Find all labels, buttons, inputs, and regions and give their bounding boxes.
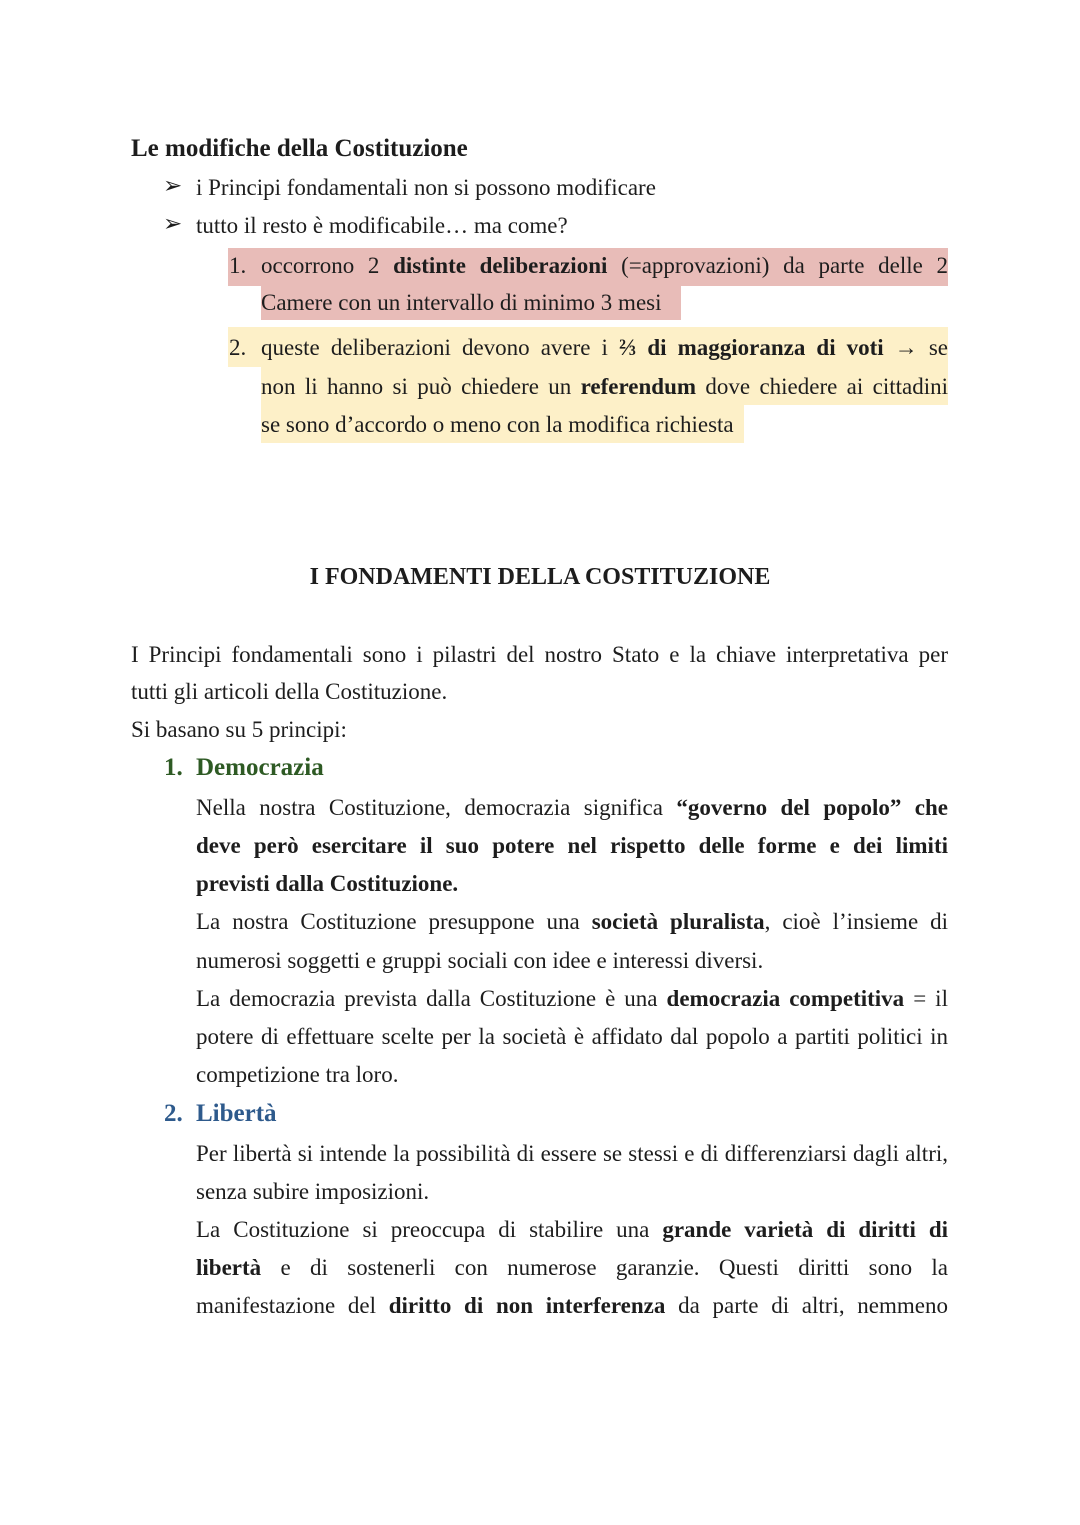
text: occorrono 2 xyxy=(261,253,394,278)
text: dove chiedere ai cittadini xyxy=(696,374,948,399)
section-heading: I FONDAMENTI DELLA COSTITUZIONE xyxy=(309,564,771,590)
paragraph-line xyxy=(196,1253,948,1283)
text: e di sostenerli con numerose garanzie. Questi diritti sono la xyxy=(261,1255,948,1280)
text: manifestazione del xyxy=(196,1293,389,1318)
principle-heading: Democrazia xyxy=(196,754,324,781)
paragraph-line: deve però esercitare il suo potere nel rispetto delle forme e dei limiti xyxy=(196,833,948,858)
paragraph-line: competizione tra loro. xyxy=(196,1062,399,1087)
bold-text: libertà xyxy=(196,1255,262,1280)
text: La democrazia prevista dalla Costituzione è una xyxy=(196,986,667,1011)
paragraph-line xyxy=(196,984,948,1014)
list-number: 1. xyxy=(229,253,247,278)
step-line xyxy=(261,251,948,281)
step-line xyxy=(261,333,948,363)
principle-heading: Libertà xyxy=(196,1100,277,1127)
paragraph-line: senza subire imposizioni. xyxy=(196,1179,430,1204)
text: , cioè l’insieme di xyxy=(764,909,948,934)
text: → se xyxy=(883,335,948,360)
text: (=approvazioni) da parte delle 2 xyxy=(607,253,948,278)
text: da parte di altri, nemmeno xyxy=(665,1293,949,1318)
bold-text: distinte deliberazioni xyxy=(393,253,608,278)
step-line: Camere con un intervallo di minimo 3 mesi xyxy=(261,290,662,315)
list-number: 1. xyxy=(164,754,183,781)
text: La nostra Costituzione presuppone una xyxy=(196,909,592,934)
bold-text: ⅔ di maggioranza di voti xyxy=(619,335,884,360)
text: queste deliberazioni devono avere i xyxy=(261,335,620,360)
step-line: se sono d’accordo o meno con la modifica richiesta xyxy=(261,412,734,437)
list-number: 2. xyxy=(164,1100,183,1127)
paragraph-line: Per libertà si intende la possibilità di essere se stessi e di differenziarsi dagli altri, xyxy=(196,1141,948,1166)
paragraph-line: I Principi fondamentali sono i pilastri del nostro Stato e la chiave interpretativa per xyxy=(131,642,948,667)
paragraph-line xyxy=(196,907,948,937)
text: Nella nostra Costituzione, democrazia significa xyxy=(196,795,677,820)
bullet-arrow-icon: ➢ xyxy=(163,173,183,198)
text: non li hanno si può chiedere un xyxy=(261,374,581,399)
list-number: 2. xyxy=(229,335,247,360)
paragraph-line xyxy=(196,1291,948,1321)
text: La Costituzione si preoccupa di stabilire una xyxy=(196,1217,663,1242)
bold-text: referendum xyxy=(580,374,697,399)
bullet-item: tutto il resto è modificabile… ma come? xyxy=(196,213,568,238)
paragraph-line: numerosi soggetti e gruppi sociali con idee e interessi diversi. xyxy=(196,948,764,973)
bold-text: società pluralista xyxy=(591,909,765,934)
paragraph-line xyxy=(196,793,948,823)
section-title: Le modifiche della Costituzione xyxy=(131,135,468,162)
text: = il xyxy=(904,986,948,1011)
bullet-arrow-icon: ➢ xyxy=(163,211,183,236)
bold-text: democrazia competitiva xyxy=(666,986,905,1011)
bold-text: “governo del popolo” che xyxy=(676,795,948,820)
paragraph-line: tutti gli articoli della Costituzione. xyxy=(131,679,448,704)
paragraph-line: previsti dalla Costituzione. xyxy=(196,871,459,896)
bullet-item: i Principi fondamentali non si possono modificare xyxy=(196,175,656,200)
paragraph-line: Si basano su 5 principi: xyxy=(131,717,347,742)
bold-text: grande varietà di diritti di xyxy=(662,1217,948,1242)
step-line xyxy=(261,372,948,402)
paragraph-line: potere di effettuare scelte per la società è affidato dal popolo a partiti politici in xyxy=(196,1024,948,1049)
paragraph-line xyxy=(196,1215,948,1245)
bold-text: diritto di non interferenza xyxy=(388,1293,666,1318)
